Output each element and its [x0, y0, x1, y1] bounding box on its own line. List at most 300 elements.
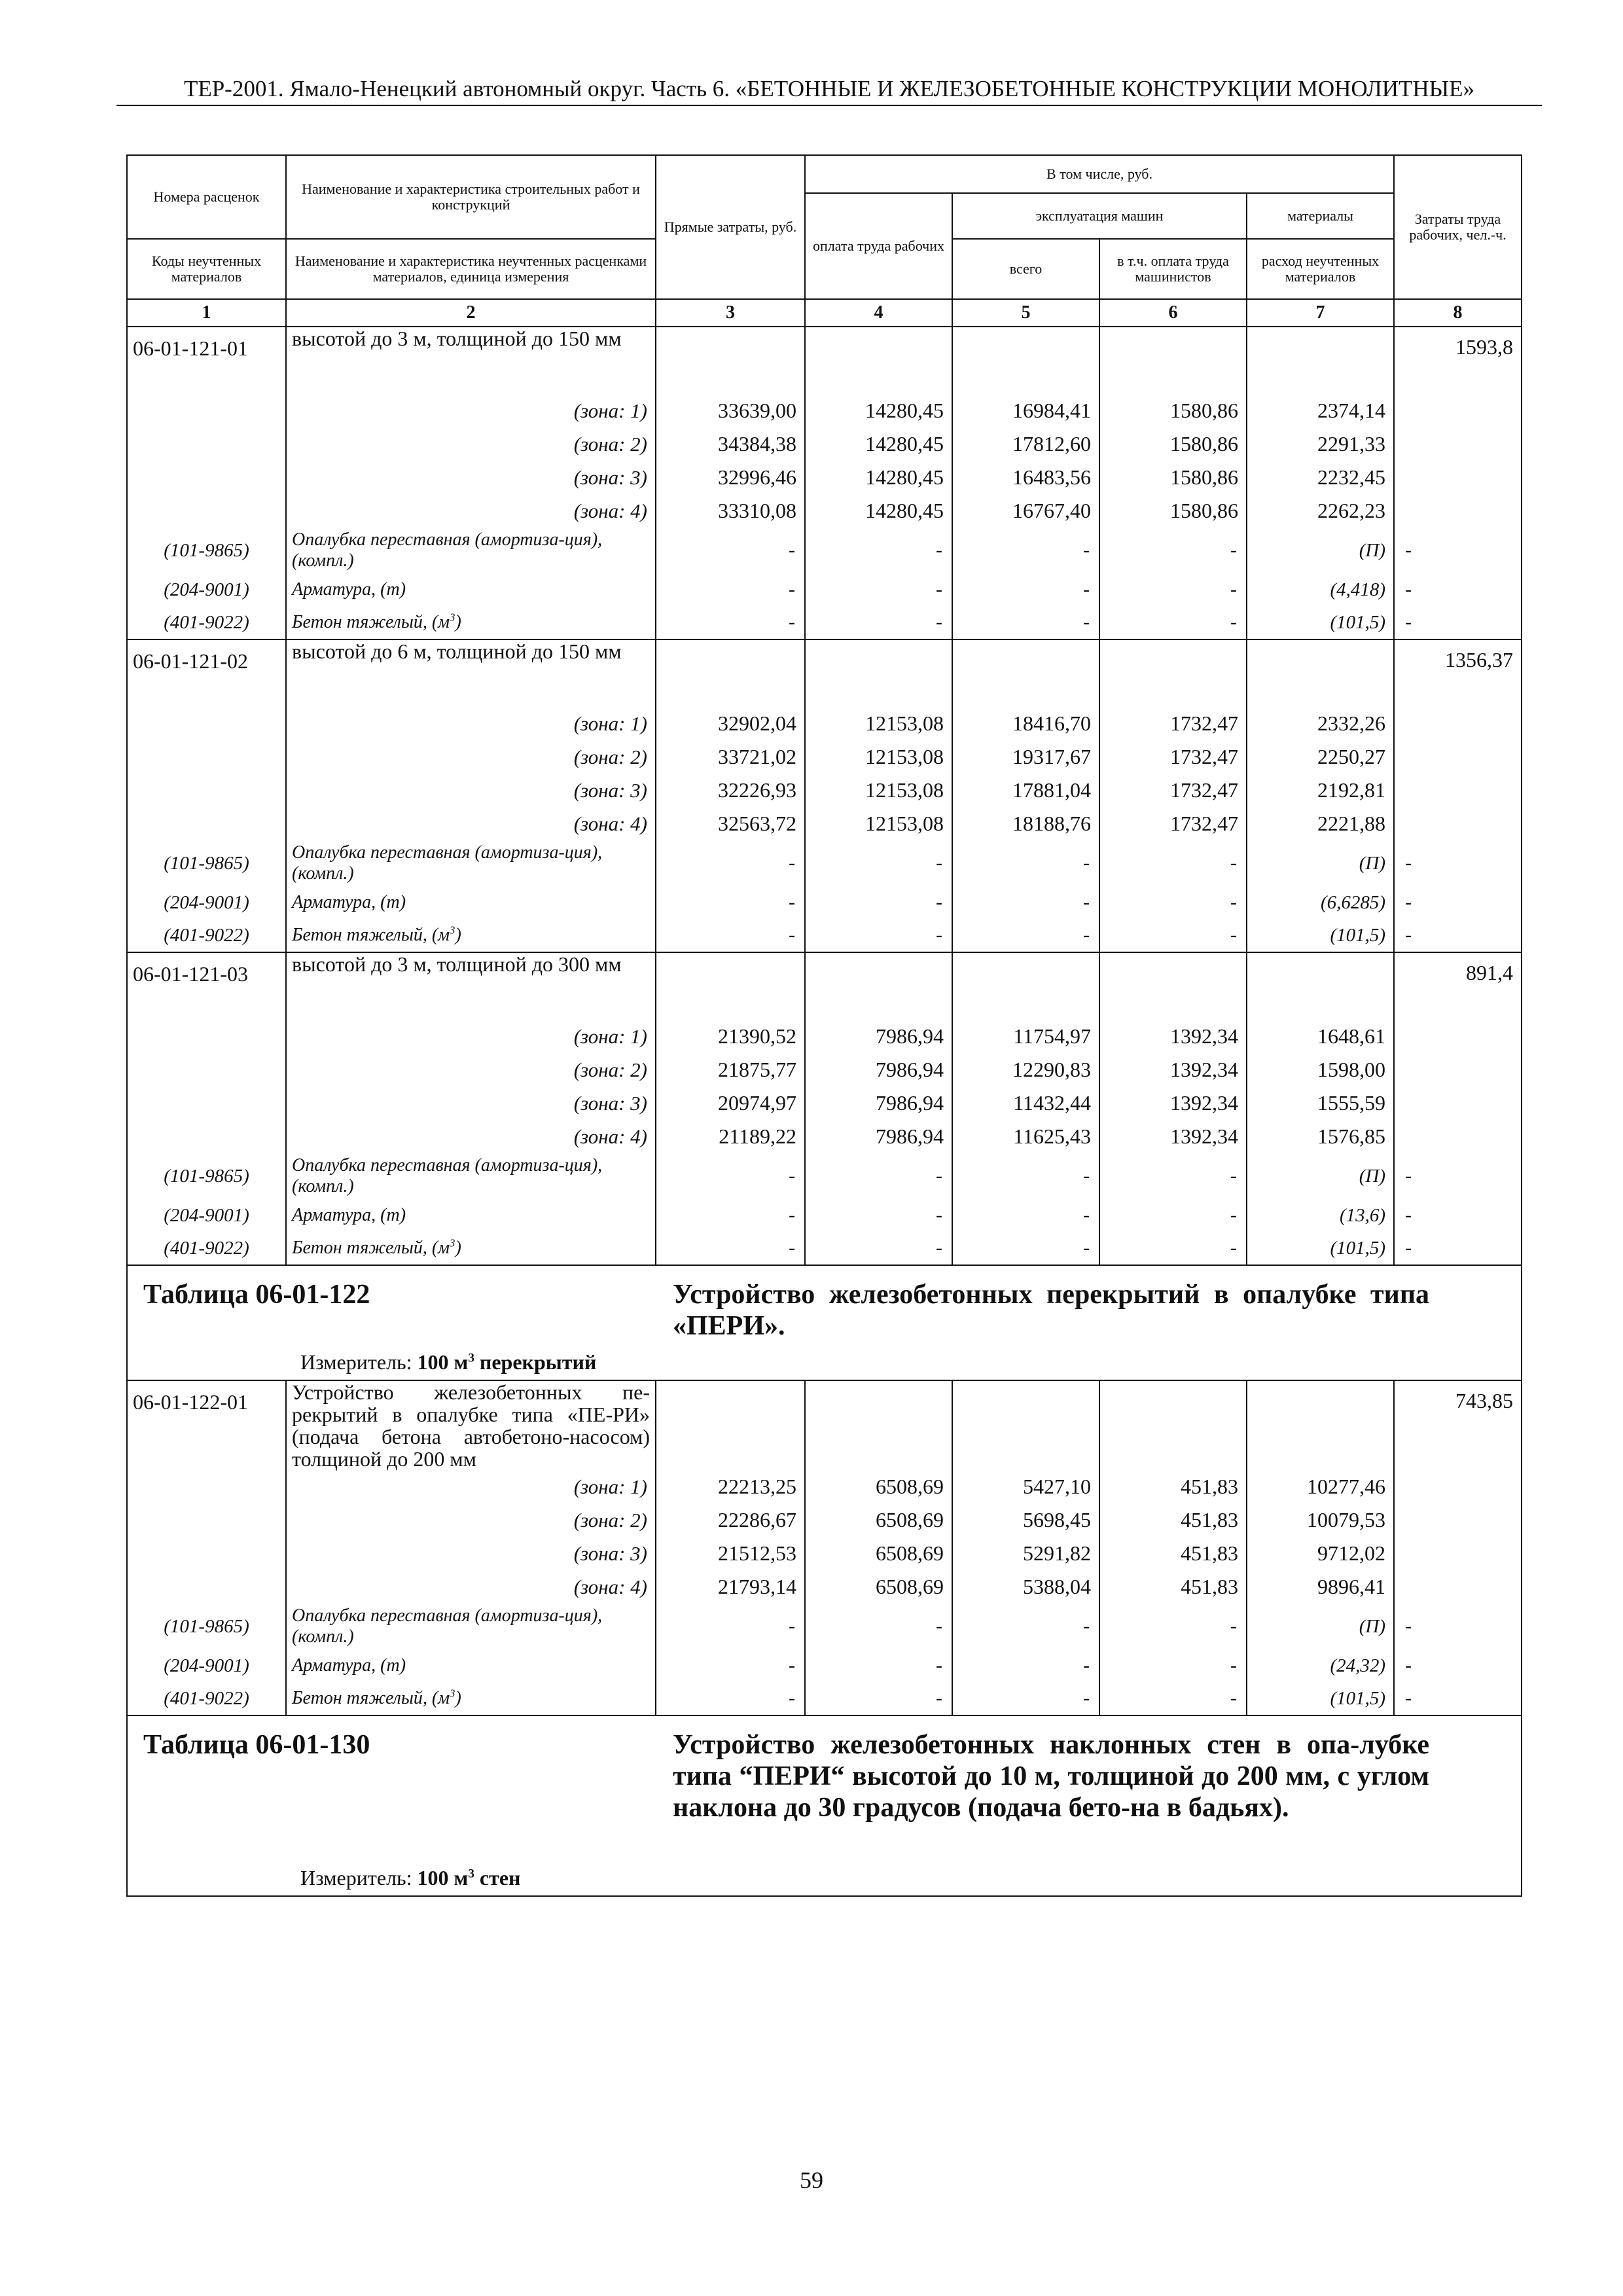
dash: -	[805, 1604, 952, 1649]
col-num: 5	[952, 299, 1099, 327]
price-value: 6508,69	[805, 1570, 952, 1604]
price-value: 1580,86	[1099, 461, 1247, 494]
dash: -	[656, 1604, 805, 1649]
material-name	[286, 606, 656, 639]
dash: -	[656, 1153, 805, 1199]
zone-label: (зона: 3)	[286, 461, 656, 494]
zone-row	[127, 461, 1522, 494]
measure-value: 100 $м^3$ перекрытий	[417, 1350, 597, 1374]
price-value: 32563,72	[656, 807, 805, 840]
material-code: (101-9865)	[127, 528, 286, 573]
empty-cell	[952, 327, 1099, 394]
material-name: Арматура, (т)	[286, 1199, 656, 1232]
empty-cell	[127, 740, 286, 774]
zone-label: (зона: 4)	[286, 494, 656, 528]
empty-cell	[952, 1380, 1099, 1470]
price-value: 12153,08	[805, 774, 952, 807]
material-consumption: (П)	[1247, 1153, 1394, 1199]
zone-label: (зона: 4)	[286, 1120, 656, 1153]
col-direct: Прямые затраты, руб.	[656, 155, 805, 299]
zone-row	[127, 707, 1522, 740]
dash: -	[1099, 573, 1247, 606]
dash: -	[805, 1232, 952, 1265]
price-value: 1732,47	[1099, 774, 1247, 807]
dash: -	[1394, 1199, 1522, 1232]
zone-label: (зона: 1)	[286, 707, 656, 740]
price-value: 1576,85	[1247, 1120, 1394, 1153]
material-code: (204-9001)	[127, 573, 286, 606]
price-value: 5291,82	[952, 1537, 1099, 1570]
material-name: Арматура, (т)	[286, 886, 656, 919]
price-value: 1555,59	[1247, 1086, 1394, 1120]
empty-cell	[1394, 1020, 1522, 1053]
price-value: 7986,94	[805, 1020, 952, 1053]
empty-cell	[656, 952, 805, 1020]
material-code: (204-9001)	[127, 1199, 286, 1232]
price-value: 14280,45	[805, 394, 952, 427]
zone-row	[127, 774, 1522, 807]
price-value: 16483,56	[952, 461, 1099, 494]
empty-cell	[1247, 639, 1394, 707]
price-value: 20974,97	[656, 1086, 805, 1120]
col-num: 1	[127, 299, 286, 327]
material-consumption: (101,5)	[1247, 1232, 1394, 1265]
material-row	[127, 573, 1522, 606]
zone-label: (зона: 1)	[286, 1470, 656, 1503]
dash: -	[952, 528, 1099, 573]
material-name: Арматура, (т)	[286, 1649, 656, 1682]
table-122-title: Таблица 06-01-122	[127, 1265, 656, 1345]
empty-cell	[656, 639, 805, 707]
col-codes-top: Номера расценок	[127, 155, 286, 239]
price-value: 9896,41	[1247, 1570, 1394, 1604]
price-value: 11754,97	[952, 1020, 1099, 1053]
material-code: (204-9001)	[127, 1649, 286, 1682]
empty-cell	[127, 707, 286, 740]
price-value: 12153,08	[805, 740, 952, 774]
dash: -	[656, 919, 805, 952]
dash: -	[1394, 1604, 1522, 1649]
price-value: 7986,94	[805, 1086, 952, 1120]
zone-row	[127, 427, 1522, 461]
empty-cell	[127, 461, 286, 494]
dash: -	[805, 1153, 952, 1199]
price-value: 2291,33	[1247, 427, 1394, 461]
col-including: В том числе, руб.	[805, 155, 1394, 193]
dash: -	[1394, 1682, 1522, 1715]
dash: -	[1099, 919, 1247, 952]
dash: -	[952, 1682, 1099, 1715]
col-machines: эксплуатация машин	[952, 193, 1247, 239]
price-value: 1732,47	[1099, 807, 1247, 840]
measure-label: Измеритель:	[300, 1866, 412, 1890]
dash: -	[1394, 528, 1522, 573]
dash: -	[952, 919, 1099, 952]
price-value: 21390,52	[656, 1020, 805, 1053]
dash: -	[1394, 840, 1522, 886]
col-num: 8	[1394, 299, 1522, 327]
dash: -	[656, 1682, 805, 1715]
empty-cell	[1247, 952, 1394, 1020]
price-value: 16984,41	[952, 394, 1099, 427]
price-value: 12290,83	[952, 1053, 1099, 1086]
col-num: 7	[1247, 299, 1394, 327]
empty-cell	[127, 774, 286, 807]
zone-label: (зона: 2)	[286, 427, 656, 461]
empty-cell	[127, 1020, 286, 1053]
zone-label: (зона: 1)	[286, 394, 656, 427]
item-code: 06-01-121-01	[127, 327, 286, 394]
empty-cell	[1394, 1537, 1522, 1570]
page-number: 59	[800, 2167, 823, 2193]
col-codes-bottom: Коды неучтенных материалов	[127, 239, 286, 299]
dash: -	[1099, 1604, 1247, 1649]
col-name-top: Наименование и характеристика строительных работ и конструкций	[286, 155, 656, 239]
empty-cell	[1099, 639, 1247, 707]
labor-cost: 1356,37	[1394, 639, 1522, 707]
price-value: 9712,02	[1247, 1537, 1394, 1570]
material-consumption: (24,32)	[1247, 1649, 1394, 1682]
price-value: 1648,61	[1247, 1020, 1394, 1053]
material-consumption: (101,5)	[1247, 606, 1394, 639]
dash: -	[805, 886, 952, 919]
material-code: (401-9022)	[127, 606, 286, 639]
empty-cell	[1394, 1086, 1522, 1120]
empty-cell	[127, 1120, 286, 1153]
price-value: 1732,47	[1099, 707, 1247, 740]
price-value: 6508,69	[805, 1470, 952, 1503]
zone-row	[127, 1470, 1522, 1503]
empty-cell	[1394, 774, 1522, 807]
material-consumption: (6,6285)	[1247, 886, 1394, 919]
material-consumption: (П)	[1247, 840, 1394, 886]
table-130-description: Устройство железобетонных наклонных стен в опа-лубке типа “ПЕРИ“ высотой до 10 м, толщиной до 200 мм, с углом наклона до 30 градусов (подача бето-на в бадьях).	[656, 1715, 1522, 1896]
dash: -	[1394, 886, 1522, 919]
material-row	[127, 1649, 1522, 1682]
item-code: 06-01-121-03	[127, 952, 286, 1020]
price-value: 451,83	[1099, 1470, 1247, 1503]
item-row	[127, 327, 1522, 394]
item-row	[127, 1380, 1522, 1470]
price-value: 2332,26	[1247, 707, 1394, 740]
price-value: 7986,94	[805, 1053, 952, 1086]
empty-cell	[1394, 740, 1522, 774]
price-value: 21512,53	[656, 1537, 805, 1570]
item-row	[127, 639, 1522, 707]
price-value: 34384,38	[656, 427, 805, 461]
empty-cell	[952, 952, 1099, 1020]
col-materials: материалы	[1247, 193, 1394, 239]
dash: -	[1099, 528, 1247, 573]
price-value: 33721,02	[656, 740, 805, 774]
price-value: 21793,14	[656, 1570, 805, 1604]
dash: -	[1394, 573, 1522, 606]
price-value: 1580,86	[1099, 394, 1247, 427]
item-name: Устройство железобетонных пе-рекрытий в опалубке типа «ПЕ-РИ» (подача бетона автобетоно-насосом) толщиной до 200 мм	[286, 1380, 656, 1470]
empty-cell	[1394, 1053, 1522, 1086]
item-code: 06-01-122-01	[127, 1380, 286, 1470]
price-value: 1392,34	[1099, 1086, 1247, 1120]
dash: -	[805, 1682, 952, 1715]
dash: -	[656, 606, 805, 639]
empty-cell	[1394, 1503, 1522, 1537]
col-num: 6	[1099, 299, 1247, 327]
empty-cell	[127, 427, 286, 461]
zone-row	[127, 740, 1522, 774]
price-value: 10277,46	[1247, 1470, 1394, 1503]
empty-cell	[805, 1380, 952, 1470]
col-labor-pay: оплата труда рабочих	[805, 193, 952, 299]
col-machines-labor: в т.ч. оплата труда машинистов	[1099, 239, 1247, 299]
measure-label: Измеритель:	[300, 1350, 412, 1374]
dash: -	[952, 1649, 1099, 1682]
zone-row	[127, 1020, 1522, 1053]
material-consumption: (101,5)	[1247, 1682, 1394, 1715]
price-value: 18188,76	[952, 807, 1099, 840]
dash: -	[1099, 1153, 1247, 1199]
material-name-text: Бетон тяжелый, $(м^3)$	[292, 924, 461, 945]
dash: -	[1099, 840, 1247, 886]
price-value: 2221,88	[1247, 807, 1394, 840]
price-value: 2232,45	[1247, 461, 1394, 494]
price-value: 1392,34	[1099, 1053, 1247, 1086]
price-value: 1598,00	[1247, 1053, 1394, 1086]
material-code: (204-9001)	[127, 886, 286, 919]
dash: -	[656, 1199, 805, 1232]
labor-cost: 1593,8	[1394, 327, 1522, 394]
material-name	[286, 919, 656, 952]
col-labor-cost: Затраты труда рабочих, чел.-ч.	[1394, 155, 1522, 299]
material-row	[127, 1199, 1522, 1232]
dash: -	[1394, 1153, 1522, 1199]
price-value: 22213,25	[656, 1470, 805, 1503]
dash: -	[1394, 606, 1522, 639]
price-value: 19317,67	[952, 740, 1099, 774]
labor-cost: 891,4	[1394, 952, 1522, 1020]
price-value: 1392,34	[1099, 1120, 1247, 1153]
empty-cell	[1247, 327, 1394, 394]
dash: -	[952, 606, 1099, 639]
empty-cell	[127, 1053, 286, 1086]
price-value: 2192,81	[1247, 774, 1394, 807]
zone-row	[127, 1537, 1522, 1570]
zone-label: (зона: 2)	[286, 1503, 656, 1537]
measure-value: 100 $м^3$ стен	[417, 1866, 521, 1890]
empty-cell	[127, 494, 286, 528]
price-value: 5388,04	[952, 1570, 1099, 1604]
material-row	[127, 1682, 1522, 1715]
price-value: 33310,08	[656, 494, 805, 528]
price-value: 11432,44	[952, 1086, 1099, 1120]
material-row	[127, 1232, 1522, 1265]
col-materials-extra: расход неучтенных материалов	[1247, 239, 1394, 299]
price-value: 17812,60	[952, 427, 1099, 461]
price-value: 2262,23	[1247, 494, 1394, 528]
empty-cell	[952, 639, 1099, 707]
material-row	[127, 606, 1522, 639]
zone-row	[127, 1503, 1522, 1537]
price-value: 21875,77	[656, 1053, 805, 1086]
dash: -	[805, 919, 952, 952]
zone-label: (зона: 1)	[286, 1020, 656, 1053]
col-num: 4	[805, 299, 952, 327]
empty-cell	[127, 394, 286, 427]
price-value: 451,83	[1099, 1537, 1247, 1570]
dash: -	[1394, 1232, 1522, 1265]
col-num: 3	[656, 299, 805, 327]
dash: -	[805, 840, 952, 886]
price-value: 17881,04	[952, 774, 1099, 807]
zone-label: (зона: 3)	[286, 1537, 656, 1570]
empty-cell	[656, 1380, 805, 1470]
material-row	[127, 528, 1522, 573]
dash: -	[952, 573, 1099, 606]
empty-cell	[1394, 461, 1522, 494]
col-machines-total: всего	[952, 239, 1099, 299]
zone-label: (зона: 4)	[286, 1570, 656, 1604]
empty-cell	[1394, 494, 1522, 528]
dash: -	[656, 840, 805, 886]
dash: -	[656, 886, 805, 919]
empty-cell	[1247, 1380, 1394, 1470]
empty-cell	[127, 1503, 286, 1537]
price-value: 2250,27	[1247, 740, 1394, 774]
material-code: (101-9865)	[127, 1153, 286, 1199]
material-name: Арматура, (т)	[286, 573, 656, 606]
zone-row	[127, 1086, 1522, 1120]
empty-cell	[1394, 394, 1522, 427]
price-value: 18416,70	[952, 707, 1099, 740]
dash: -	[1099, 606, 1247, 639]
material-consumption: (101,5)	[1247, 919, 1394, 952]
empty-cell	[127, 807, 286, 840]
zone-label: (зона: 3)	[286, 774, 656, 807]
material-consumption: (П)	[1247, 528, 1394, 573]
zone-row	[127, 494, 1522, 528]
material-row	[127, 840, 1522, 886]
dash: -	[952, 840, 1099, 886]
dash: -	[656, 573, 805, 606]
dash: -	[952, 1232, 1099, 1265]
price-value: 14280,45	[805, 461, 952, 494]
zone-label: (зона: 3)	[286, 1086, 656, 1120]
item-code: 06-01-121-02	[127, 639, 286, 707]
material-name: Опалубка переставная (амортиза-ция), (компл.)	[286, 1604, 656, 1649]
empty-cell	[1099, 952, 1247, 1020]
price-value: 1392,34	[1099, 1020, 1247, 1053]
price-value: 1580,86	[1099, 427, 1247, 461]
material-code: (101-9865)	[127, 840, 286, 886]
price-value: 14280,45	[805, 427, 952, 461]
dash: -	[805, 1649, 952, 1682]
empty-cell	[805, 639, 952, 707]
zone-row	[127, 807, 1522, 840]
price-value: 14280,45	[805, 494, 952, 528]
dash: -	[1394, 919, 1522, 952]
dash: -	[1099, 1232, 1247, 1265]
empty-cell	[127, 1470, 286, 1503]
item-row	[127, 952, 1522, 1020]
material-consumption: (13,6)	[1247, 1199, 1394, 1232]
price-value: 32996,46	[656, 461, 805, 494]
zone-label: (зона: 4)	[286, 807, 656, 840]
price-value: 2374,14	[1247, 394, 1394, 427]
empty-cell	[656, 327, 805, 394]
price-value: 5698,45	[952, 1503, 1099, 1537]
dash: -	[656, 1649, 805, 1682]
labor-cost: 743,85	[1394, 1380, 1522, 1470]
material-name-text: Бетон тяжелый, $(м^3)$	[292, 1236, 461, 1258]
material-consumption: (П)	[1247, 1604, 1394, 1649]
material-name: Опалубка переставная (амортиза-ция), (компл.)	[286, 1153, 656, 1199]
empty-cell	[127, 1086, 286, 1120]
table-130-measure	[286, 1861, 656, 1896]
material-row	[127, 1153, 1522, 1199]
empty-cell	[1394, 807, 1522, 840]
dash: -	[1099, 1649, 1247, 1682]
dash: -	[1099, 886, 1247, 919]
price-value: 451,83	[1099, 1503, 1247, 1537]
header-rule	[116, 105, 1542, 106]
price-value: 451,83	[1099, 1570, 1247, 1604]
zone-row	[127, 1053, 1522, 1086]
material-name	[286, 1232, 656, 1265]
material-row	[127, 886, 1522, 919]
zone-row	[127, 1570, 1522, 1604]
price-value: 11625,43	[952, 1120, 1099, 1153]
zone-row	[127, 1120, 1522, 1153]
zone-label: (зона: 2)	[286, 740, 656, 774]
running-header: ТЕР-2001. Ямало-Ненецкий автономный округ. Часть 6. «БЕТОННЫЕ И ЖЕЛЕЗОБЕТОННЫЕ КОНСТРУКЦИИ МОНОЛИТНЫЕ»	[183, 76, 1475, 101]
dash: -	[805, 606, 952, 639]
empty-cell	[1394, 427, 1522, 461]
material-row	[127, 919, 1522, 952]
material-code: (401-9022)	[127, 919, 286, 952]
table-122-measure	[286, 1345, 656, 1380]
dash: -	[805, 573, 952, 606]
dash: -	[656, 528, 805, 573]
empty-cell	[1099, 327, 1247, 394]
col-name-bottom: Наименование и характеристика неучтенных расценками материалов, единица измерения	[286, 239, 656, 299]
price-value: 12153,08	[805, 707, 952, 740]
zone-label: (зона: 2)	[286, 1053, 656, 1086]
material-code: (401-9022)	[127, 1682, 286, 1715]
dash: -	[952, 1199, 1099, 1232]
price-value: 12153,08	[805, 807, 952, 840]
price-value: 6508,69	[805, 1503, 952, 1537]
zone-row	[127, 394, 1522, 427]
empty-cell	[127, 1537, 286, 1570]
price-value: 16767,40	[952, 494, 1099, 528]
material-row	[127, 1604, 1522, 1649]
material-name: Опалубка переставная (амортиза-ция), (компл.)	[286, 528, 656, 573]
table-130-title: Таблица 06-01-130	[127, 1715, 656, 1861]
item-name: высотой до 3 м, толщиной до 300 мм	[286, 952, 656, 1020]
material-code: (101-9865)	[127, 1604, 286, 1649]
price-value: 10079,53	[1247, 1503, 1394, 1537]
price-value: 7986,94	[805, 1120, 952, 1153]
material-name-text: Бетон тяжелый, $(м^3)$	[292, 1687, 461, 1708]
price-value: 32902,04	[656, 707, 805, 740]
material-name: Опалубка переставная (амортиза-ция), (компл.)	[286, 840, 656, 886]
dash: -	[952, 1153, 1099, 1199]
empty-cell	[127, 1570, 286, 1604]
dash: -	[656, 1232, 805, 1265]
table-122-description: Устройство железобетонных перекрытий в опалубке типа «ПЕРИ».	[656, 1265, 1522, 1380]
material-name	[286, 1682, 656, 1715]
empty-cell	[1394, 1570, 1522, 1604]
empty-cell	[1394, 1470, 1522, 1503]
